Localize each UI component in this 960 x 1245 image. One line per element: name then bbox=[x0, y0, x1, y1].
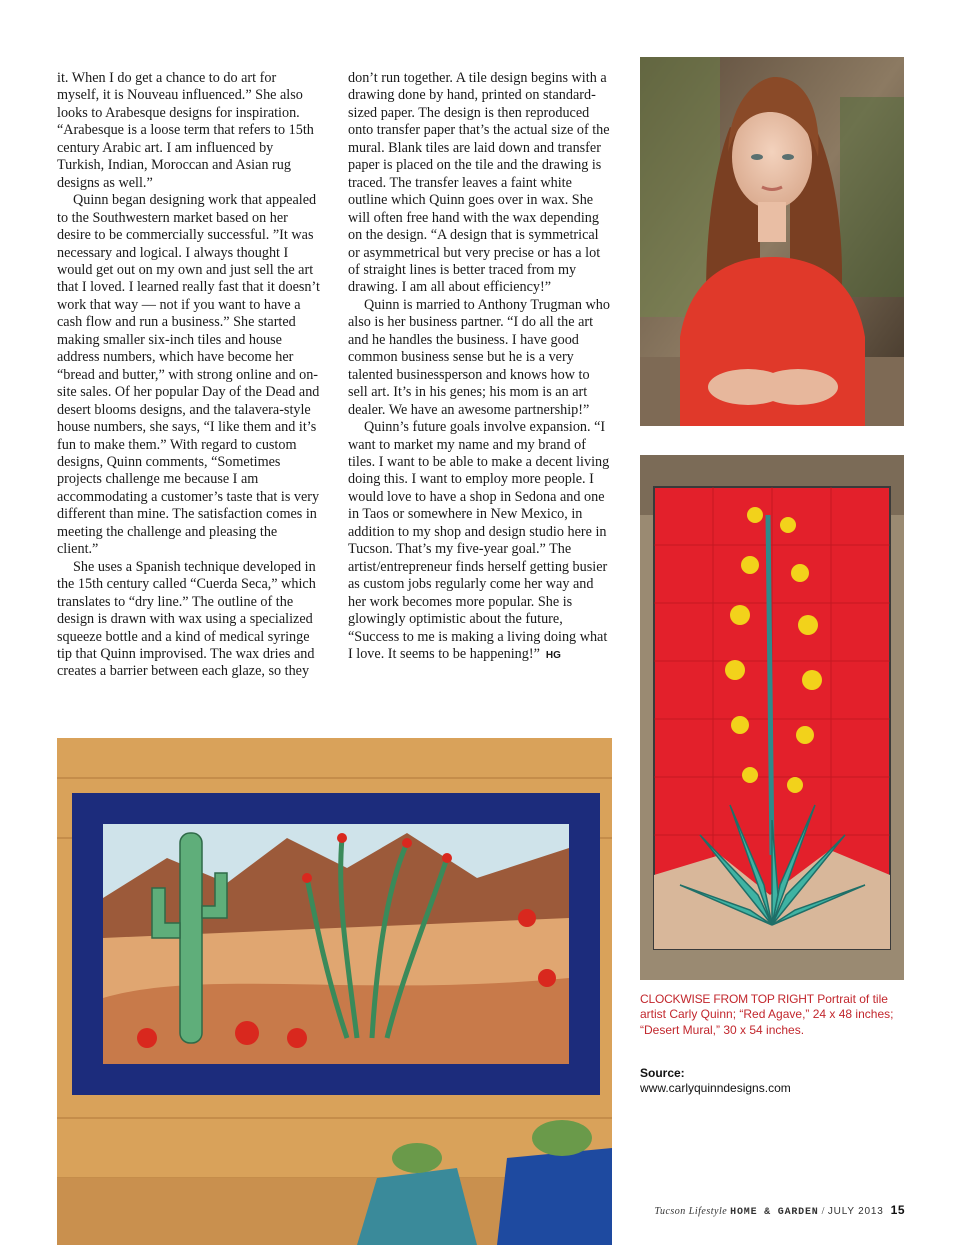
source-credit bbox=[640, 1066, 908, 1096]
article-paragraph: Quinn is married to Anthony Trugman who also is her business partner. “I do all the art and he handles the business. I have good common business sense but he is a very talented businessperson and knows how to sell art. It’s in his genes; his mom is an art dealer. We have an awesome partnership!” bbox=[348, 296, 610, 418]
article-column-1 bbox=[57, 70, 321, 681]
source-url[interactable]: www.carlyquinndesigns.com bbox=[640, 1081, 791, 1095]
desert-mural-photo bbox=[57, 738, 612, 1245]
section-name: HOME & GARDEN bbox=[730, 1207, 819, 1218]
portrait-photo bbox=[640, 57, 904, 426]
article-paragraph: don’t run together. A tile design begins with a drawing done by hand, printed on standard-sized paper. The design is then reproduced onto transfer paper that’s the actual size of the mural. Blank tiles are laid down and transfer paper is placed on the tile and the drawing is traced. The transfer leaves a faint white outline which Quinn goes over in wax. She will often free hand with the wax depending on the design. “A design that is symmetrical or asymmetrical but very precise or has a lot of straight lines is better traced from my drawing. I am all about efficiency!” bbox=[348, 70, 610, 296]
page-footer bbox=[654, 1203, 905, 1218]
magazine-name: Tucson Lifestyle bbox=[654, 1206, 728, 1217]
article-paragraph: Quinn began designing work that appealed to the Southwestern market based on her desire to be commercially successful. ”It was necessary and logical. I always thought I would get out on my own and just sell the art that I loved. I learned really fast that it doesn’t work that way — not if you want to have a cash flow and run a business.” She started making smaller six-inch tiles and house address numbers, which have become her “bread and butter,” with strong online and on-site sales. Of her popular Day of the Dead and desert blooms designs, and the talavera-style house numbers, she says, “I like them and it’s fun to make them.” With regard to custom designs, Quinn comments, “Sometimes projects challenge me because I am accommodating a customer’s taste that is very different than mine. The satisfaction comes in meeting the challenge and pleasing the client.” bbox=[57, 192, 320, 558]
folio-separator: / bbox=[818, 1206, 828, 1217]
end-mark: HG bbox=[545, 649, 561, 661]
issue-date: JULY 2013 bbox=[827, 1206, 884, 1217]
source-label: Source: bbox=[640, 1066, 685, 1080]
article-paragraph: it. When I do get a chance to do art for myself, it is Nouveau influenced.” She also looks to Arabesque designs for inspiration. “Arabesque is a loose term that refers to 15th century Arabic art. I am influenced by Turkish, Indian, Moroccan and Asian rug designs as well.” bbox=[57, 70, 314, 191]
page-number: 15 bbox=[890, 1203, 905, 1217]
red-agave-photo bbox=[640, 455, 904, 980]
article-paragraph: She uses a Spanish technique developed in the 15th century called “Cuerda Seca,” which translates to “dry line.” The outline of the design is drawn with wax using a specialized squeeze bottle and a kind of medical syringe tip that Quinn improvised. The wax dries and creates a barrier between each glaze, so they bbox=[57, 558, 316, 680]
caption-lead: CLOCKWISE FROM TOP RIGHT bbox=[640, 992, 814, 1006]
article-paragraph-text: Quinn’s future goals involve expansion. “I want to market my name and my brand of tiles. I want to be able to make a decent living doing this. I want to employ more people. I would love to have a shop in Sedona and one in Taos or somewhere in New Mexico, in addition to my shop and design studio here in Tucson. That’s my five-year goal.” The artist/entrepreneur finds herself getting busier as custom jobs regularly come her way and her work becomes more popular. She is glowingly optimistic about the future, “Success to me is making a living doing what I love. It seems to be happening!” bbox=[348, 419, 610, 662]
article-column-2 bbox=[348, 70, 612, 664]
photo-caption bbox=[640, 992, 908, 1038]
caption-text: Portrait of tile artist Carly Quinn; “Red Agave,” 24 x 48 inches; “Desert Mural,” 30 x 54 inches. bbox=[640, 992, 894, 1037]
article-paragraph bbox=[348, 419, 612, 664]
